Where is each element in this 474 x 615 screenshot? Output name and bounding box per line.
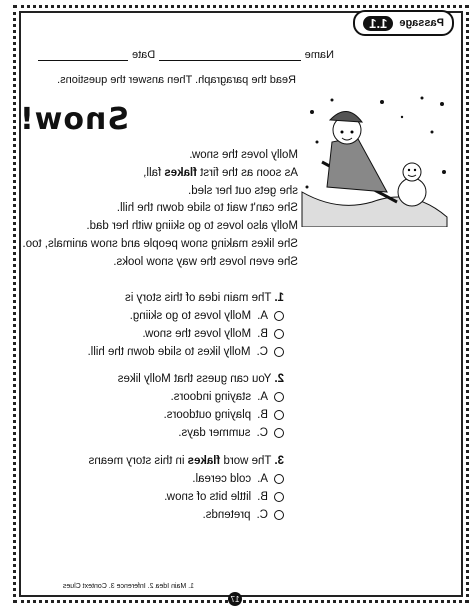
date-line[interactable] [38,48,128,61]
question-number: 3. [274,455,284,467]
name-date-row [34,48,334,61]
passage-label: Passage [399,17,444,29]
answer-bubble[interactable] [274,492,284,502]
answer-option[interactable]: B. playing outdoors. [118,409,284,421]
answer-bubble[interactable] [274,428,284,438]
question-stem: The main idea of this story is [125,292,272,304]
snow-illustration [300,92,452,227]
question-1 [88,292,285,358]
answer-option[interactable]: C. pretends. [89,509,284,521]
story-line: As soon as the first flakes fall, [143,166,298,179]
answer-option[interactable]: A. Molly loves to go skiing. [88,310,285,322]
question-stem: The word flakes in this story means [88,455,272,467]
name-label: Name [304,49,334,61]
story-line: Molly also loves to go skiing with her dad. [86,220,298,233]
story-paragraph [18,147,298,272]
answer-bubble[interactable] [274,510,284,520]
answer-bubble[interactable] [274,329,284,339]
page-title: Snow! [19,102,129,137]
question-3 [89,455,284,521]
story-line: She likes making snow people and snow animals, too. [22,237,298,250]
answer-option[interactable]: A. cold cereal. [89,473,284,485]
story-line: She can't wait to slide down the hill. [116,202,298,215]
skill-footer: 1. Main Idea 2. Inference 3. Context Clues [62,583,194,590]
story-line: Molly loves the snow. [189,149,298,161]
answer-option[interactable]: A. staying indoors. [118,391,284,403]
flakes-word: flakes [164,166,197,179]
answer-bubble[interactable] [274,347,284,357]
answer-option[interactable]: C. summer days. [118,427,284,439]
passage-badge [353,10,454,36]
answer-bubble[interactable] [274,410,284,420]
passage-number: 1.1 [363,16,393,31]
question-stem: You can guess that Molly likes [117,373,272,385]
date-label: Date [132,49,156,61]
answer-bubble[interactable] [274,392,284,402]
instructions: Read the paragraph. Then answer the questions. [57,74,296,86]
answer-bubble[interactable] [274,311,284,321]
story-line: She even loves the way snow looks. [113,255,298,268]
answer-bubble[interactable] [274,474,284,484]
answer-option[interactable]: B. little bits of snow. [89,491,284,503]
answer-option[interactable]: B. Molly loves the snow. [88,328,285,340]
name-line[interactable] [159,48,300,61]
answer-option[interactable]: C. Molly likes to slide down the hill. [88,346,285,358]
page-number: 17 [228,592,242,606]
question-2 [118,373,284,439]
question-number: 1. [274,292,284,304]
question-number: 2. [274,373,284,385]
story-line: she gets out her sled. [188,184,298,197]
